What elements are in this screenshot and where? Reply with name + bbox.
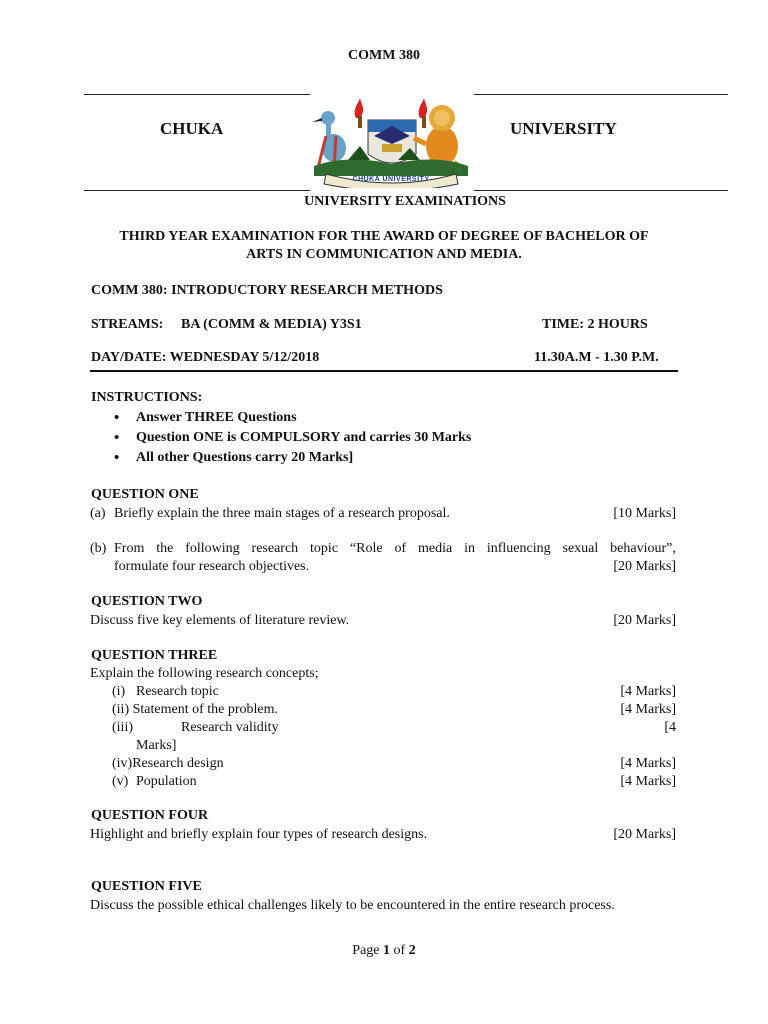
q3-item-number: (ii): [112, 702, 130, 717]
q3-item-text: Statement of the problem.: [132, 702, 279, 717]
q3-item-label: [112, 756, 224, 772]
question-five-heading: QUESTION FIVE: [91, 879, 202, 894]
q1b-text-line2: formulate four research objectives.: [114, 559, 310, 574]
crest-ribbon-text: CHUKA UNIVERSITY: [352, 176, 430, 183]
q1a-text: Briefly explain the three main stages of a research proposal.: [114, 506, 450, 521]
q3-item-marks: [4 Marks]: [620, 774, 676, 789]
q3-item-marks: [4 Marks]: [620, 684, 676, 699]
exam-hours: 11.30A.M - 1.30 P.M.: [534, 350, 659, 365]
q3-item-text: Research validity: [181, 720, 279, 735]
q1b-word: of: [394, 541, 407, 556]
q1b-word: research: [251, 541, 299, 556]
header-rule-right-bottom: [474, 190, 728, 191]
q3-item-number: (iii): [112, 720, 133, 735]
q1b-word: following: [185, 541, 240, 556]
q1b-word: the: [156, 541, 174, 556]
q1a-label: (a): [90, 506, 106, 521]
q1b-word: From: [114, 541, 145, 556]
q3-item-marks: [4: [664, 720, 676, 735]
q3-item-marks: [4 Marks]: [620, 702, 676, 717]
q3-item-marks: [4 Marks]: [620, 756, 676, 771]
instruction-item: • Question ONE is COMPULSORY and carries 30 Marks: [90, 428, 471, 448]
question-two-heading: QUESTION TWO: [91, 594, 203, 609]
q3-item-text: Population: [136, 774, 197, 789]
q3-item-label: [112, 774, 197, 790]
instruction-item: • All other Questions carry 20 Marks]: [90, 448, 471, 468]
q1b-word: media: [418, 541, 453, 556]
exam-duration: TIME: 2 HOURS: [542, 317, 648, 332]
q3-item-marks-wrap: Marks]: [136, 738, 177, 753]
university-crest-logo: [308, 96, 474, 188]
q1a-marks: [10 Marks]: [613, 506, 676, 521]
header-rule-left-top: [84, 94, 310, 95]
q1b-word: sexual: [562, 541, 599, 556]
crest-graphic: [308, 96, 474, 188]
q5-text: Discuss the possible ethical challenges likely to be encountered in the entire research process.: [90, 898, 615, 913]
day-date: DAY/DATE: WEDNESDAY 5/12/2018: [91, 350, 320, 365]
q3-item-text: Research design: [132, 756, 224, 771]
award-line-2: ARTS IN COMMUNICATION AND MEDIA.: [246, 247, 522, 262]
page-word: Page: [352, 943, 380, 958]
header-rule-left-bottom: [84, 190, 310, 191]
page-total: 2: [408, 943, 416, 958]
q3-item-label: [112, 702, 278, 718]
instructions-list: [90, 408, 471, 468]
q1b-word: topic: [310, 541, 339, 556]
award-line-1: THIRD YEAR EXAMINATION FOR THE AWARD OF DEGREE OF BACHELOR OF: [119, 229, 649, 244]
university-name-right: UNIVERSITY: [510, 119, 617, 138]
q1b-word: influencing: [486, 541, 551, 556]
q3-item-text: Research topic: [136, 684, 219, 699]
q3-item-number: (iv): [112, 756, 133, 771]
q3-item-label: [112, 684, 219, 700]
q3-item-number: (i): [112, 684, 126, 699]
instruction-item: • Answer THREE Questions: [90, 408, 471, 428]
q4-text: Highlight and briefly explain four types of research designs.: [90, 827, 428, 842]
q1b-label: (b): [90, 541, 107, 556]
page-current: 1: [383, 943, 391, 958]
q4-marks: [20 Marks]: [613, 827, 676, 842]
q2-text: Discuss five key elements of literature review.: [90, 613, 350, 628]
q1b-marks: [20 Marks]: [613, 559, 676, 574]
q1b-word: behaviour”,: [610, 541, 676, 556]
question-one-heading: QUESTION ONE: [91, 487, 199, 502]
question-four-heading: QUESTION FOUR: [91, 808, 209, 823]
q1b-word: “Role: [349, 541, 383, 556]
q2-marks: [20 Marks]: [613, 613, 676, 628]
of-word: of: [393, 943, 406, 958]
streams-value: BA (COMM & MEDIA) Y3S1: [181, 317, 362, 332]
q3-item-number: (v): [112, 774, 129, 789]
header-rule-right-top: [474, 94, 728, 95]
university-name-left: CHUKA: [160, 119, 224, 138]
page-number: [0, 943, 768, 959]
course-code-header: COMM 380: [348, 48, 420, 63]
question-three-heading: QUESTION THREE: [91, 648, 218, 663]
exam-heading: UNIVERSITY EXAMINATIONS: [304, 194, 506, 209]
q1b-word: in: [464, 541, 475, 556]
streams-label: STREAMS:: [91, 317, 164, 332]
q1b-text-line1: [114, 541, 676, 557]
q3-intro: Explain the following research concepts;: [90, 666, 319, 681]
course-line: COMM 380: INTRODUCTORY RESEARCH METHODS: [91, 283, 443, 298]
instructions-heading: INSTRUCTIONS:: [91, 390, 203, 405]
header-divider: [90, 370, 678, 372]
